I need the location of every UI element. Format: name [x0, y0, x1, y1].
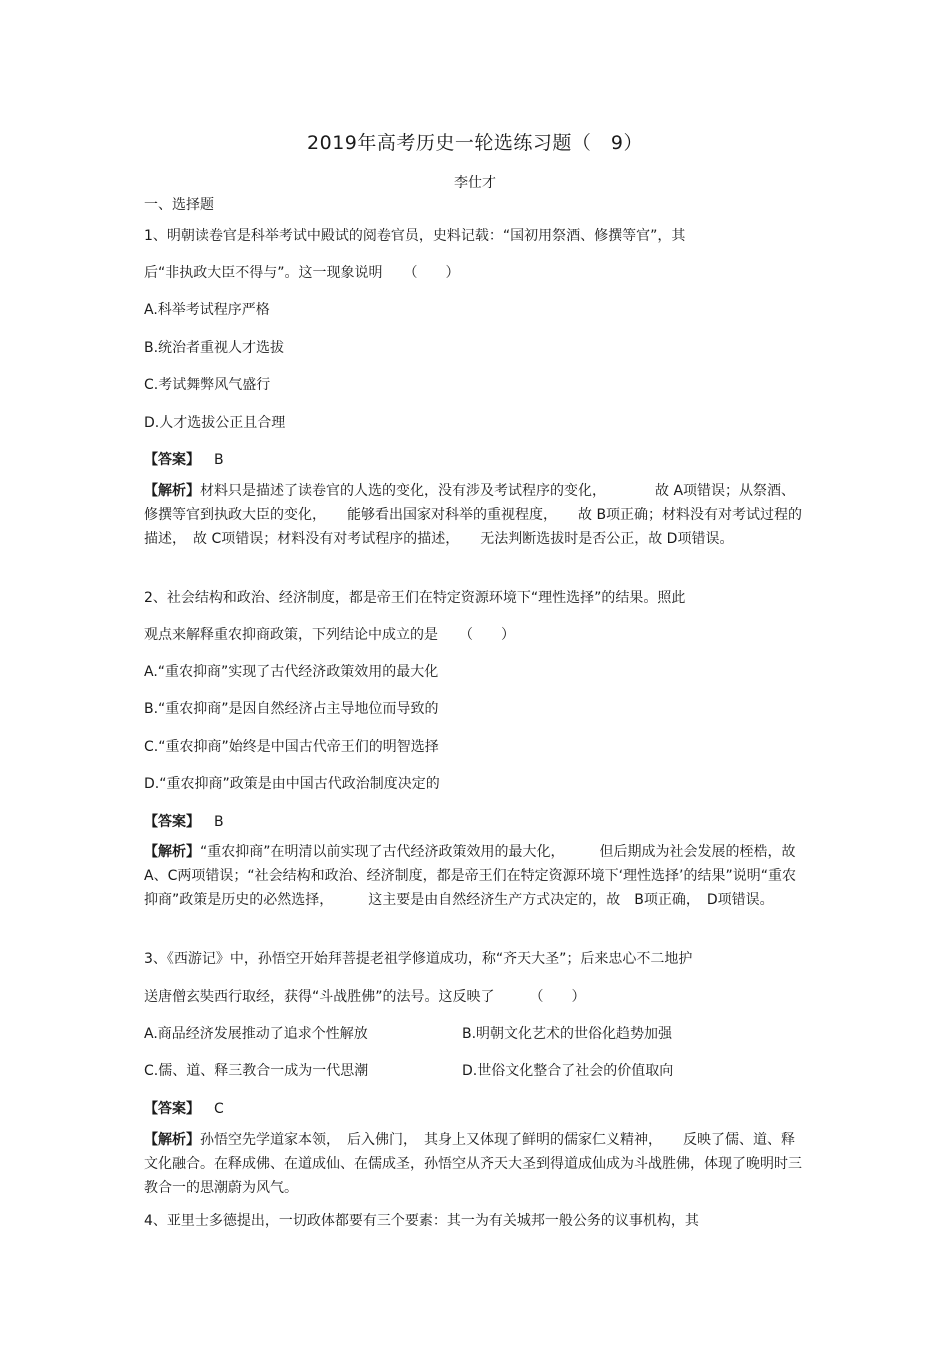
q2-stem-line1: 2、社会结构和政治、经济制度，都是帝王们在特定资源环境下“理性选择”的结果。照此 [144, 590, 686, 606]
q2-stem-line2: 观点来解释重农抑商政策，下列结论中成立的是 （ ） [144, 627, 515, 643]
q3-option-b: B.明朝文化艺术的世俗化趋势加强 [462, 1026, 673, 1042]
analysis-text: “重农抑商”在明清以前实现了古代经济政策效用的最大化， 但后期成为社会发展的桎梏，故 A、C两项错误；“社会结构和政治、经济制度，都是帝王们在特定资源环境下‘理性选择’的结果”说明“重农抑商”政策是历史的必然选择， 这主要是由自然经济生产方式决定的，故 B项正确， D项错误。 [144, 844, 810, 908]
q3-stem-line1: 3、《西游记》中，孙悟空开始拜菩提老祖学修道成功，称“齐天大圣”；后来忠心不二地护 [144, 951, 693, 967]
q1-stem-line1: 1、明朝读卷官是科举考试中殿试的阅卷官员，史料记载：“国初用祭酒、修撰等官”，其 [144, 228, 686, 244]
analysis-label: 【解析】 [144, 483, 200, 499]
q1-option-a: A.科举考试程序严格 [144, 302, 270, 318]
q4-stem-line1: 4、亚里士多德提出，一切政体都要有三个要素：其一为有关城邦一般公务的议事机构，其 [144, 1213, 699, 1229]
q3-stem-line2: 送唐僧玄奘西行取经，获得“斗战胜佛”的法号。这反映了 （ ） [144, 989, 586, 1005]
q1-analysis [144, 479, 804, 551]
analysis-label: 【解析】 [144, 844, 200, 860]
answer-value: C [214, 1101, 224, 1117]
q1-stem-line2: 后“非执政大臣不得与”。这一现象说明 （ ） [144, 265, 460, 281]
q2-analysis [144, 840, 810, 912]
analysis-text: 材料只是描述了读卷官的人选的变化，没有涉及考试程序的变化， 故 A项错误；从祭酒、 修撰等官到执政大臣的变化， 能够看出国家对科举的重视程度， 故 B项正确；材料没有对考试过程的描述， 故 C项错误；材料没有对考试程序的描述， 无法判断选拔时是否公正，故 D项错误。 [144, 483, 803, 547]
q3-option-a: A.商品经济发展推动了追求个性解放 [144, 1026, 368, 1042]
answer-label: 【答案】 [144, 814, 200, 830]
author-name: 李仕才 [454, 175, 496, 191]
q1-option-b: B.统治者重视人才选拔 [144, 340, 285, 356]
answer-value: B [214, 452, 224, 468]
q1-option-d: D.人才选拔公正且合理 [144, 415, 286, 431]
q3-answer [144, 1100, 224, 1118]
section-heading: 一、选择题 [144, 197, 214, 213]
q2-option-c: C.“重农抑商”始终是中国古代帝王们的明智选择 [144, 739, 439, 755]
q3-option-c: C.儒、道、释三教合一成为一代思潮 [144, 1063, 369, 1079]
q3-analysis [144, 1128, 804, 1200]
page-title: 2019年高考历史一轮选练习题（ 9） [307, 132, 643, 154]
q2-answer [144, 813, 224, 831]
answer-value: B [214, 814, 224, 830]
answer-label: 【答案】 [144, 1101, 200, 1117]
q3-option-d: D.世俗文化整合了社会的价值取向 [462, 1063, 674, 1079]
analysis-label: 【解析】 [144, 1132, 200, 1148]
q1-answer [144, 451, 224, 469]
q2-option-a: A.“重农抑商”实现了古代经济政策效用的最大化 [144, 664, 439, 680]
q1-option-c: C.考试舞弊风气盛行 [144, 377, 271, 393]
answer-label: 【答案】 [144, 452, 200, 468]
analysis-text: 孙悟空先学道家本领， 后入佛门， 其身上又体现了鲜明的儒家仁义精神， 反映了儒、道、释文化融合。在释成佛、在道成仙、在儒成圣，孙悟空从齐天大圣到得道成仙成为斗战胜佛，体现了晚明时三教合一的思潮蔚为风气。 [144, 1132, 802, 1196]
q2-option-d: D.“重农抑商”政策是由中国古代政治制度决定的 [144, 776, 440, 792]
q2-option-b: B.“重农抑商”是因自然经济占主导地位而导致的 [144, 701, 439, 717]
